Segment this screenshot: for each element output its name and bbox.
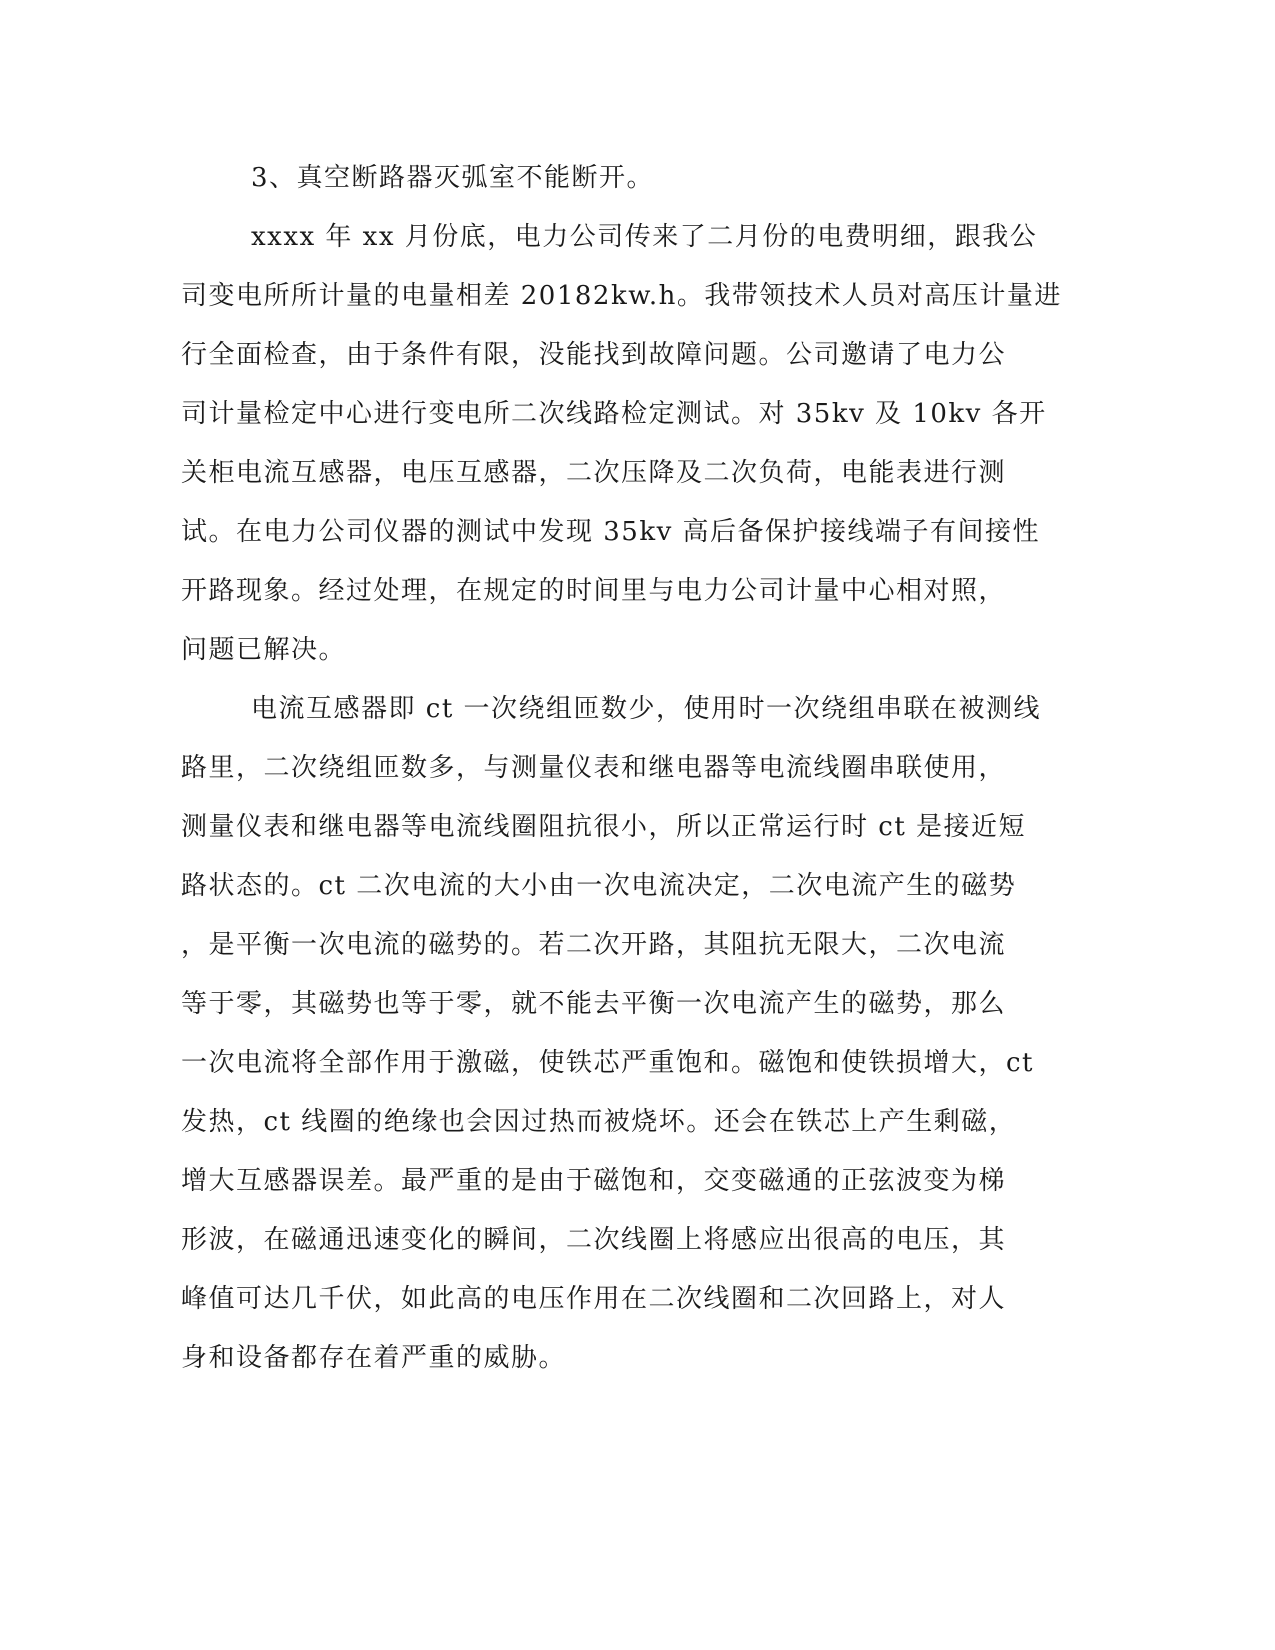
paragraph-2-line: 发热，ct 线圈的绝缘也会因过热而被烧坏。还会在铁芯上产生剩磁， bbox=[181, 1107, 1017, 1137]
paragraph-2-line: 一次电流将全部作用于激磁，使铁芯严重饱和。磁饱和使铁损增大，ct bbox=[181, 1048, 1035, 1078]
paragraph-1-line: 司变电所所计量的电量相差 20182kw.h。我带领技术人员对高压计量进 bbox=[181, 281, 1062, 311]
paragraph-2-line: 等于零，其磁势也等于零，就不能去平衡一次电流产生的磁势，那么 bbox=[181, 989, 1007, 1019]
paragraph-1-line: 行全面检查，由于条件有限，没能找到故障问题。公司邀请了电力公 bbox=[181, 340, 1007, 370]
paragraph-2-line: 路状态的。ct 二次电流的大小由一次电流决定，二次电流产生的磁势 bbox=[181, 871, 1017, 901]
paragraph-2-line: 增大互感器误差。最严重的是由于磁饱和，交变磁通的正弦波变为梯 bbox=[181, 1166, 1007, 1196]
paragraph-heading-line: 3、真空断路器灭弧室不能断开。 bbox=[251, 163, 655, 193]
paragraph-2-line: 形波，在磁通迅速变化的瞬间，二次线圈上将感应出很高的电压，其 bbox=[181, 1225, 1007, 1255]
paragraph-2-line: 峰值可达几千伏，如此高的电压作用在二次线圈和二次回路上，对人 bbox=[181, 1284, 1007, 1314]
paragraph-1-line: xxxx 年 xx 月份底，电力公司传来了二月份的电费明细，跟我公 bbox=[251, 222, 1038, 252]
paragraph-2-line: 测量仪表和继电器等电流线圈阻抗很小，所以正常运行时 ct 是接近短 bbox=[181, 812, 1027, 842]
paragraph-1-line: 司计量检定中心进行变电所二次线路检定测试。对 35kv 及 10kv 各开 bbox=[181, 399, 1047, 429]
paragraph-1-line: 试。在电力公司仪器的测试中发现 35kv 高后备保护接线端子有间接性 bbox=[181, 517, 1041, 547]
paragraph-2-line: 路里，二次绕组匝数多，与测量仪表和继电器等电流线圈串联使用， bbox=[181, 753, 1007, 783]
paragraph-1-line: 关柜电流互感器，电压互感器，二次压降及二次负荷，电能表进行测 bbox=[181, 458, 1007, 488]
paragraph-1-line: 开路现象。经过处理，在规定的时间里与电力公司计量中心相对照， bbox=[181, 576, 1007, 606]
paragraph-2-line: ，是平衡一次电流的磁势的。若二次开路，其阻抗无限大，二次电流 bbox=[181, 930, 1007, 960]
paragraph-2-line: 电流互感器即 ct 一次绕组匝数少，使用时一次绕组串联在被测线 bbox=[251, 694, 1042, 724]
paragraph-1-line: 问题已解决。 bbox=[181, 635, 347, 665]
paragraph-2-line: 身和设备都存在着严重的威胁。 bbox=[181, 1343, 567, 1373]
